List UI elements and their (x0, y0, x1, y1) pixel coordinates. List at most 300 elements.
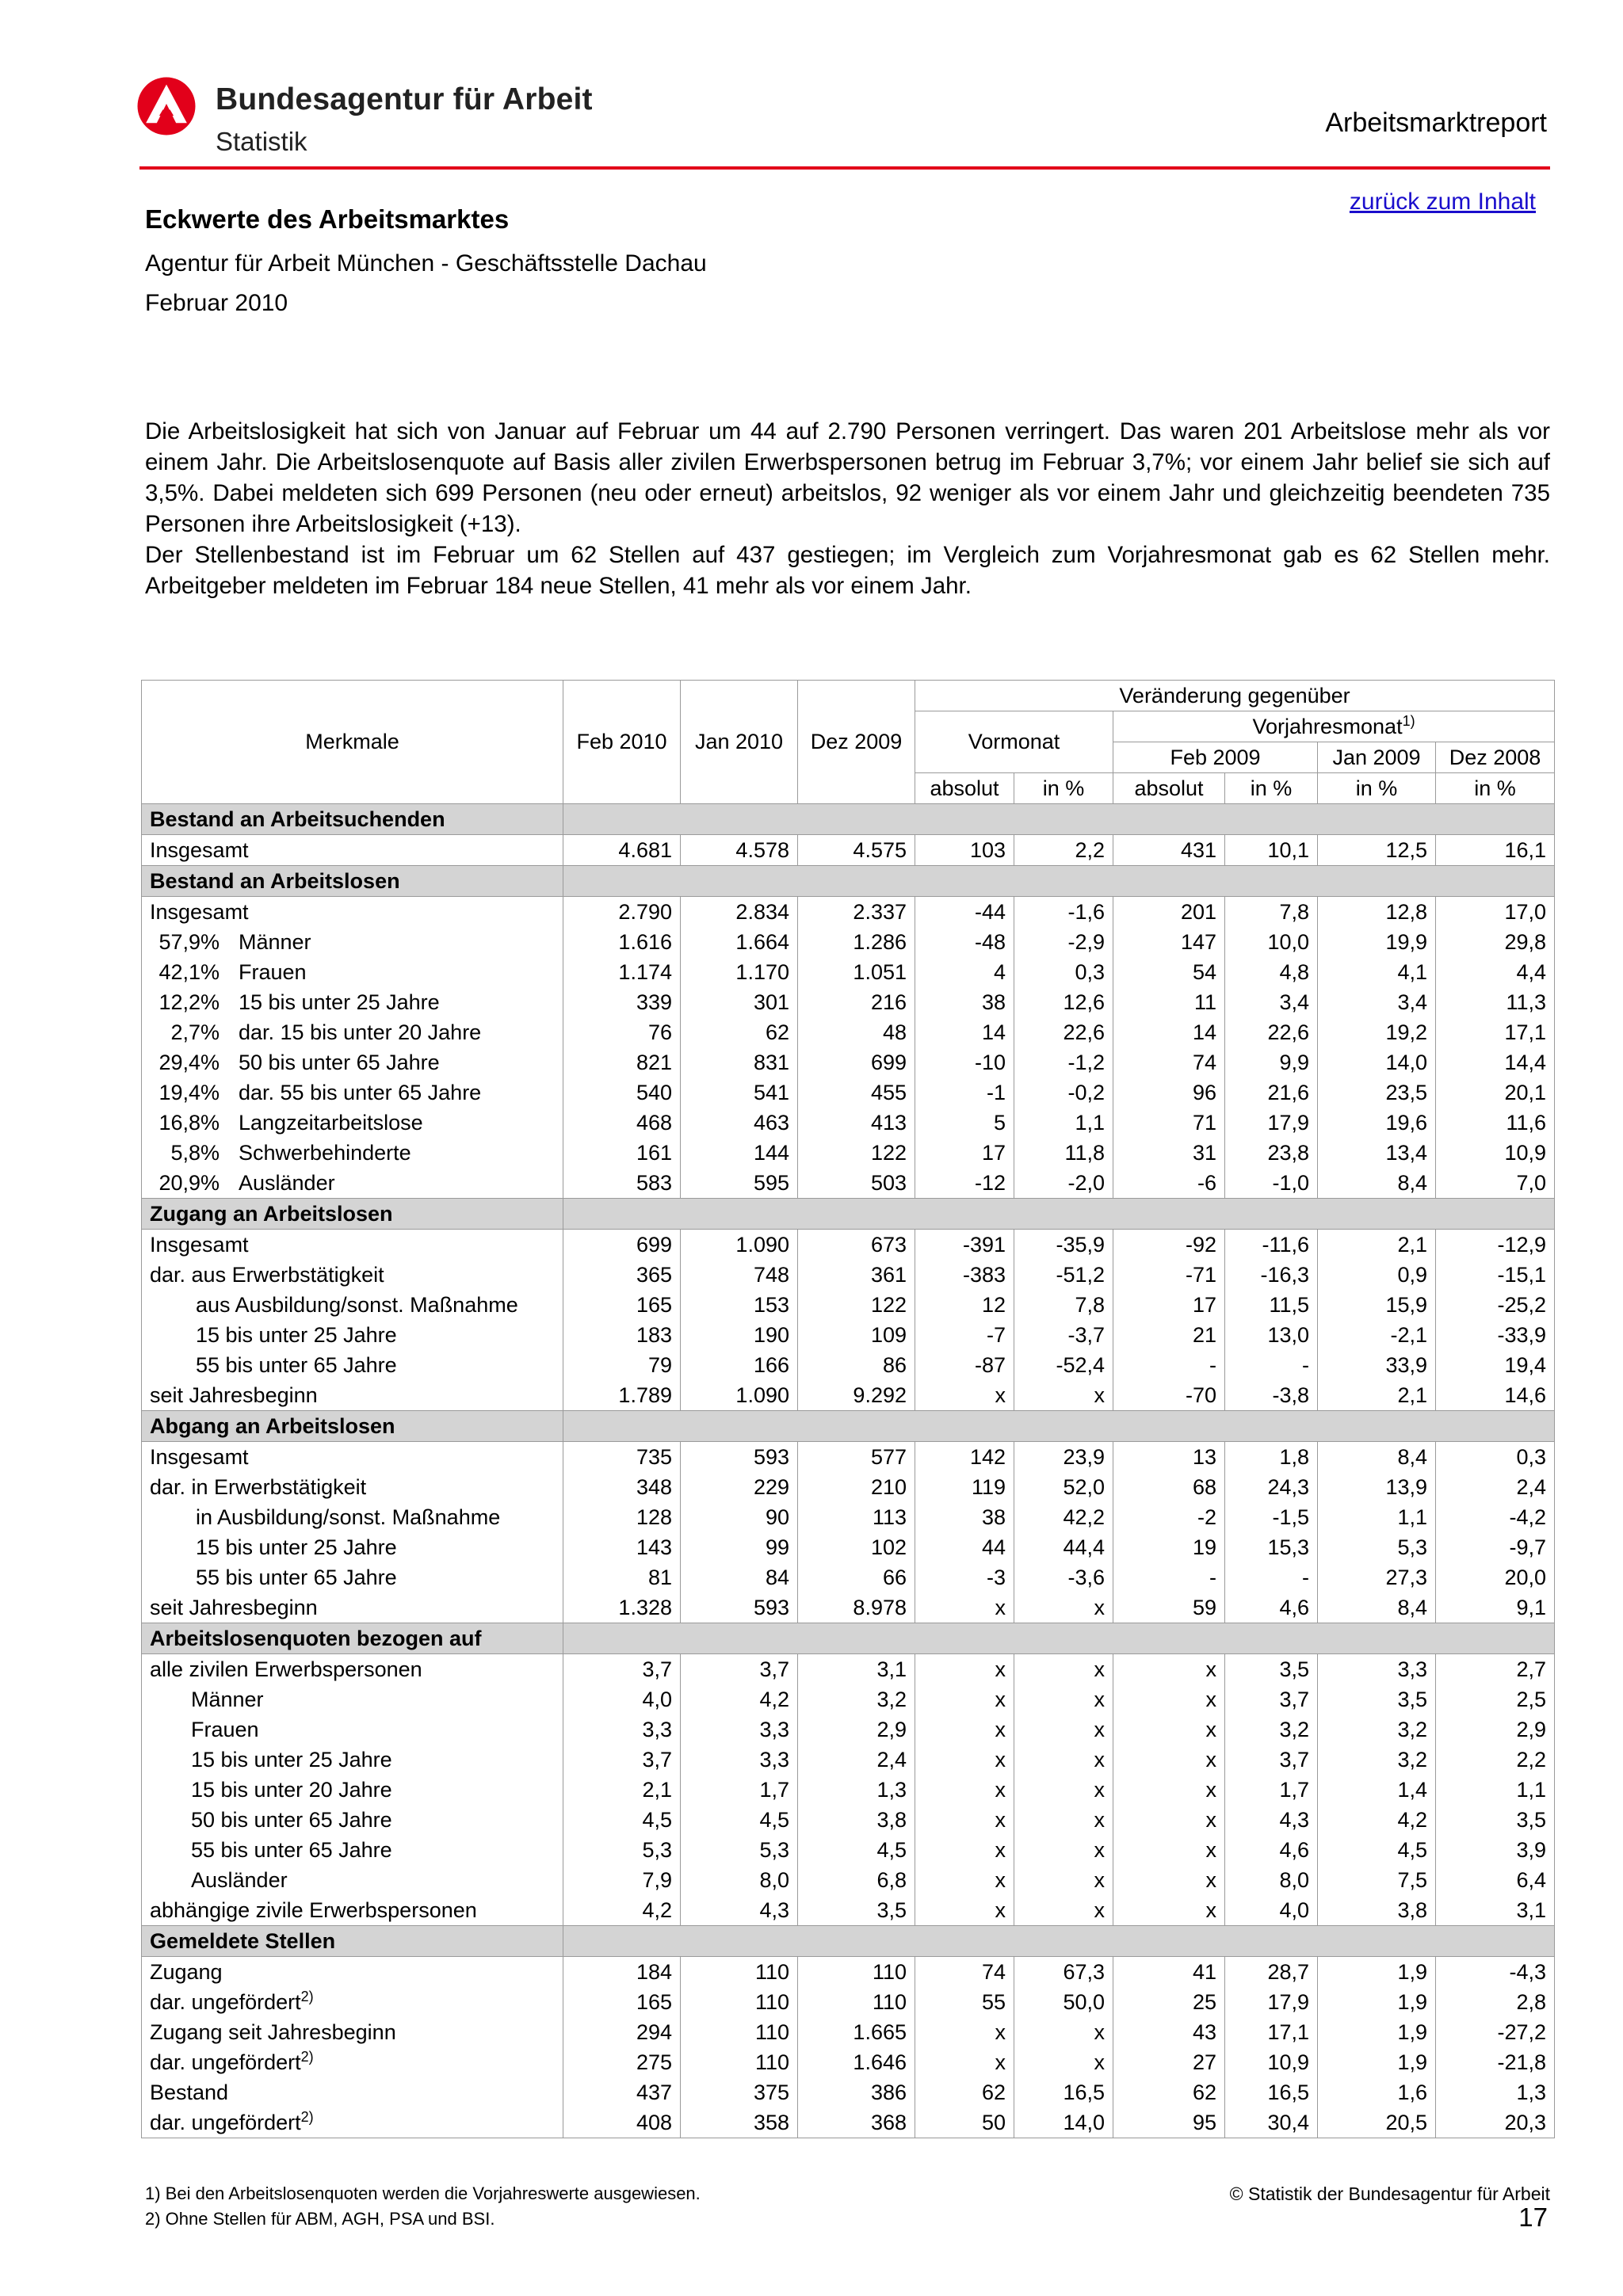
table-cell: 4,3 (681, 1895, 798, 1926)
table-cell: -2,1 (1318, 1320, 1436, 1350)
table-cell: 23,5 (1318, 1077, 1436, 1108)
row-label-text: Zugang (150, 1959, 223, 1984)
table-row (142, 1442, 1555, 1473)
table-cell: x (915, 1714, 1014, 1745)
table-cell: 3,2 (798, 1684, 915, 1714)
row-label (142, 2077, 563, 2107)
table-cell: 42,2 (1014, 1502, 1113, 1532)
section-fill (563, 1199, 1555, 1230)
table-cell: 673 (798, 1230, 915, 1261)
section-fill (563, 866, 1555, 897)
table-cell: 17,0 (1436, 897, 1555, 928)
table-cell: x (1014, 1654, 1113, 1685)
table-cell: 1.789 (563, 1380, 681, 1411)
table-cell: 3,3 (563, 1714, 681, 1745)
header-in-pct: in % (1318, 773, 1436, 804)
table-cell: -35,9 (1014, 1230, 1113, 1261)
table-cell: 184 (563, 1957, 681, 1988)
table-cell: 201 (1113, 897, 1225, 928)
table-row (142, 1714, 1555, 1745)
table-cell: x (1113, 1684, 1225, 1714)
header-feb-2010: Feb 2010 (563, 681, 681, 804)
table-cell: -4,2 (1436, 1502, 1555, 1532)
table-cell: 86 (798, 1350, 915, 1380)
table-cell: 3,9 (1436, 1835, 1555, 1865)
table-cell: 183 (563, 1320, 681, 1350)
row-label-text: 55 bis unter 65 Jahre (196, 1565, 397, 1589)
table-cell: 11,6 (1436, 1108, 1555, 1138)
row-label-text: dar. aus Erwerbstätigkeit (150, 1262, 384, 1287)
table-cell: 1.286 (798, 927, 915, 957)
table-cell: 55 (915, 1987, 1014, 2017)
row-label-text: abhängige zivile Erwerbspersonen (150, 1897, 477, 1922)
row-share: 29,4% (158, 1050, 220, 1074)
table-cell: 7,5 (1318, 1865, 1436, 1895)
key-figures-table (141, 680, 1555, 2138)
table-cell: 3,3 (1318, 1654, 1436, 1685)
table-cell: 1.174 (563, 957, 681, 987)
table-cell: 3,8 (1318, 1895, 1436, 1926)
table-cell: 71 (1113, 1108, 1225, 1138)
header-dez-2008: Dez 2008 (1436, 742, 1555, 773)
row-label (142, 1108, 563, 1138)
row-label-text: 55 bis unter 65 Jahre (196, 1352, 397, 1377)
table-cell: -2,0 (1014, 1168, 1113, 1199)
row-label-text: dar. ungefördert (150, 2110, 301, 2134)
table-row (142, 1775, 1555, 1805)
table-row (142, 1805, 1555, 1835)
table-cell: 1.646 (798, 2047, 915, 2077)
row-label (142, 1562, 563, 1592)
table-cell: 17 (1113, 1290, 1225, 1320)
row-label (142, 1380, 563, 1411)
section-header-row (142, 1199, 1555, 1230)
section-header-row (142, 1926, 1555, 1957)
table-cell: 358 (681, 2107, 798, 2138)
table-cell: 161 (563, 1138, 681, 1168)
table-cell: 1,3 (798, 1775, 915, 1805)
row-label-text: dar. ungefördert (150, 1989, 301, 2014)
table-row (142, 1654, 1555, 1685)
row-label-text: Frauen (239, 959, 307, 984)
table-cell: x (915, 1654, 1014, 1685)
table-cell: 17,1 (1436, 1017, 1555, 1047)
table-cell: 142 (915, 1442, 1014, 1473)
table-cell: x (915, 1895, 1014, 1926)
table-cell: 54 (1113, 957, 1225, 987)
table-cell: 3,8 (798, 1805, 915, 1835)
row-label-text: dar. 55 bis unter 65 Jahre (239, 1080, 482, 1104)
table-cell: 2,2 (1014, 835, 1113, 866)
footnote-ref: 2) (300, 2048, 314, 2065)
row-label (142, 927, 563, 957)
header-jan-2010: Jan 2010 (681, 681, 798, 804)
table-cell: 21 (1113, 1320, 1225, 1350)
row-label (142, 897, 563, 928)
row-share: 2,7% (170, 1020, 220, 1044)
table-cell: 699 (563, 1230, 681, 1261)
table-cell: 23,9 (1014, 1442, 1113, 1473)
table-cell: 23,8 (1225, 1138, 1318, 1168)
row-label (142, 1714, 563, 1745)
table-cell: 1,6 (1318, 2077, 1436, 2107)
summary-paragraph-vacancies: Der Stellenbestand ist im Februar um 62 Stellen auf 437 gestiegen; im Vergleich zum Vorjahresmonat gab es 62 Stellen mehr. Arbeitgeber meldeten im Februar 184 neue Stellen, 41 mehr als vor einem Jahr. (145, 542, 1550, 599)
table-row (142, 1108, 1555, 1138)
row-label (142, 1805, 563, 1835)
table-cell: -3,8 (1225, 1380, 1318, 1411)
header-rule (139, 166, 1550, 170)
table-cell: -21,8 (1436, 2047, 1555, 2077)
table-cell: x (1014, 2017, 1113, 2047)
section-title: Bestand an Arbeitsuchenden (142, 804, 563, 835)
row-label (142, 1230, 563, 1261)
table-cell: 50,0 (1014, 1987, 1113, 2017)
table-cell: 2,8 (1436, 1987, 1555, 2017)
table-cell: 1,1 (1318, 1502, 1436, 1532)
table-cell: 27,3 (1318, 1562, 1436, 1592)
table-cell: 5,3 (681, 1835, 798, 1865)
row-label (142, 1895, 563, 1926)
row-label-text: Bestand (150, 2080, 229, 2104)
table-cell: 52,0 (1014, 1472, 1113, 1502)
table-cell: 595 (681, 1168, 798, 1199)
row-label (142, 1987, 563, 2017)
table-row (142, 1017, 1555, 1047)
table-cell: 7,9 (563, 1865, 681, 1895)
table-row (142, 927, 1555, 957)
table-cell: 128 (563, 1502, 681, 1532)
table-cell: 1,7 (681, 1775, 798, 1805)
table-cell: - (1225, 1562, 1318, 1592)
table-cell: 119 (915, 1472, 1014, 1502)
row-label (142, 1745, 563, 1775)
table-cell: -4,3 (1436, 1957, 1555, 1988)
table-cell: 1,9 (1318, 1987, 1436, 2017)
table-cell: 102 (798, 1532, 915, 1562)
table-cell: x (1014, 2047, 1113, 2077)
table-cell: x (915, 1865, 1014, 1895)
ba-logo-icon (136, 76, 197, 136)
table-cell: 2,9 (798, 1714, 915, 1745)
table-cell: x (915, 1775, 1014, 1805)
row-label-text: Insgesamt (150, 1444, 249, 1469)
table-row (142, 1532, 1555, 1562)
section-fill (563, 1926, 1555, 1957)
table-cell: 6,8 (798, 1865, 915, 1895)
row-label (142, 1502, 563, 1532)
table-cell: x (1113, 1805, 1225, 1835)
table-cell: 4.575 (798, 835, 915, 866)
table-cell: 74 (1113, 1047, 1225, 1077)
page-title: Eckwerte des Arbeitsmarktes (145, 204, 510, 234)
table-cell: 110 (798, 1987, 915, 2017)
table-row (142, 2047, 1555, 2077)
table-cell: 12,5 (1318, 835, 1436, 866)
table-row (142, 1230, 1555, 1261)
header-in-pct: in % (1225, 773, 1318, 804)
table-cell: 38 (915, 987, 1014, 1017)
table-cell: x (915, 1592, 1014, 1623)
table-cell: -87 (915, 1350, 1014, 1380)
row-label-text: dar. in Erwerbstätigkeit (150, 1474, 367, 1499)
table-cell: -15,1 (1436, 1260, 1555, 1290)
header-absolut: absolut (1113, 773, 1225, 804)
table-cell: 2,1 (563, 1775, 681, 1805)
row-label-text: seit Jahresbeginn (150, 1383, 318, 1407)
row-label-text: 15 bis unter 25 Jahre (196, 1535, 397, 1559)
table-cell: 44 (915, 1532, 1014, 1562)
table-row (142, 1592, 1555, 1623)
table-cell: x (915, 2047, 1014, 2077)
back-to-contents-link[interactable]: zurück zum Inhalt (1349, 189, 1536, 215)
table-cell: 7,0 (1436, 1168, 1555, 1199)
header-jan-2009: Jan 2009 (1318, 742, 1436, 773)
table-cell: -3 (915, 1562, 1014, 1592)
header-vorjahresmonat (1113, 711, 1555, 742)
table-cell: 593 (681, 1592, 798, 1623)
table-cell: 3,1 (798, 1654, 915, 1685)
table-cell: x (1113, 1714, 1225, 1745)
row-label (142, 1168, 563, 1199)
row-label (142, 1350, 563, 1380)
footnote-2: 2) Ohne Stellen für ABM, AGH, PSA und BSI. (145, 2209, 495, 2229)
table-cell: 99 (681, 1532, 798, 1562)
table-cell: -92 (1113, 1230, 1225, 1261)
table-cell: 4 (915, 957, 1014, 987)
table-cell: -48 (915, 927, 1014, 957)
row-label (142, 1654, 563, 1685)
table-cell: x (1113, 1835, 1225, 1865)
table-cell: -33,9 (1436, 1320, 1555, 1350)
header-veraenderung: Veränderung gegenüber (915, 681, 1555, 711)
table-cell: 24,3 (1225, 1472, 1318, 1502)
row-label-text: 15 bis unter 25 Jahre (196, 1322, 397, 1347)
table-cell: 339 (563, 987, 681, 1017)
table-cell: -9,7 (1436, 1532, 1555, 1562)
table-row (142, 897, 1555, 928)
table-cell: 62 (1113, 2077, 1225, 2107)
table-cell: 275 (563, 2047, 681, 2077)
section-title: Zugang an Arbeitslosen (142, 1199, 563, 1230)
table-cell: 7,8 (1014, 1290, 1113, 1320)
table-cell: x (1014, 1775, 1113, 1805)
table-cell: 437 (563, 2077, 681, 2107)
table-cell: 2,9 (1436, 1714, 1555, 1745)
table-cell: 3,1 (1436, 1895, 1555, 1926)
table-cell: 3,3 (681, 1714, 798, 1745)
table-cell: 43 (1113, 2017, 1225, 2047)
table-cell: 1.090 (681, 1230, 798, 1261)
row-label (142, 1835, 563, 1865)
table-cell: 3,7 (1225, 1684, 1318, 1714)
table-cell: 1,1 (1014, 1108, 1113, 1138)
table-cell: 4,5 (798, 1835, 915, 1865)
row-label (142, 1320, 563, 1350)
table-cell: 540 (563, 1077, 681, 1108)
table-cell: 4,4 (1436, 957, 1555, 987)
table-cell: 38 (915, 1502, 1014, 1532)
row-label-text: Schwerbehinderte (239, 1140, 411, 1165)
table-cell: 3,4 (1318, 987, 1436, 1017)
table-cell: 67,3 (1014, 1957, 1113, 1988)
summary-text (145, 416, 1550, 601)
row-share: 5,8% (170, 1140, 220, 1165)
row-label (142, 957, 563, 987)
table-cell: 3,2 (1318, 1745, 1436, 1775)
section-header-row (142, 866, 1555, 897)
header-merkmale: Merkmale (142, 681, 563, 804)
row-label (142, 1592, 563, 1623)
table-cell: -70 (1113, 1380, 1225, 1411)
table-cell: 1.090 (681, 1380, 798, 1411)
table-cell: 2,1 (1318, 1380, 1436, 1411)
table-row (142, 1684, 1555, 1714)
table-cell: 455 (798, 1077, 915, 1108)
table-cell: -2,9 (1014, 927, 1113, 957)
table-cell: -383 (915, 1260, 1014, 1290)
table-cell: 1.664 (681, 927, 798, 957)
table-cell: 14 (915, 1017, 1014, 1047)
table-cell: 6,4 (1436, 1865, 1555, 1895)
table-cell: 0,3 (1436, 1442, 1555, 1473)
org-name: Bundesagentur für Arbeit (216, 82, 593, 116)
table-cell: -3,7 (1014, 1320, 1113, 1350)
table-cell: 10,1 (1225, 835, 1318, 866)
table-cell: 503 (798, 1168, 915, 1199)
row-label (142, 2107, 563, 2138)
table-cell: 1,7 (1225, 1775, 1318, 1805)
table-cell: 20,5 (1318, 2107, 1436, 2138)
footnote-ref: 2) (300, 1988, 314, 2004)
table-cell: -51,2 (1014, 1260, 1113, 1290)
section-title: Abgang an Arbeitslosen (142, 1411, 563, 1442)
table-cell: 20,1 (1436, 1077, 1555, 1108)
table-cell: 5,3 (1318, 1532, 1436, 1562)
row-label (142, 1684, 563, 1714)
table-cell: 13 (1113, 1442, 1225, 1473)
table-cell: 4,5 (563, 1805, 681, 1835)
table-cell: - (1113, 1350, 1225, 1380)
table-cell: x (1014, 1745, 1113, 1775)
table-cell: 4,0 (563, 1684, 681, 1714)
table-cell: 229 (681, 1472, 798, 1502)
table-cell: 110 (798, 1957, 915, 1988)
table-cell: 468 (563, 1108, 681, 1138)
table-cell: 21,6 (1225, 1077, 1318, 1108)
table-cell: 13,9 (1318, 1472, 1436, 1502)
row-label (142, 1290, 563, 1320)
org-subtitle: Statistik (216, 127, 307, 156)
row-share: 16,8% (158, 1110, 220, 1135)
table-cell: 1,9 (1318, 2047, 1436, 2077)
section-fill (563, 1411, 1555, 1442)
office-name: Agentur für Arbeit München - Geschäftsstelle Dachau (145, 250, 707, 277)
table-row (142, 1350, 1555, 1380)
table-cell: 8.978 (798, 1592, 915, 1623)
table-cell: 4,6 (1225, 1835, 1318, 1865)
table-cell: -71 (1113, 1260, 1225, 1290)
table-cell: 19 (1113, 1532, 1225, 1562)
section-title: Bestand an Arbeitslosen (142, 866, 563, 897)
table-cell: 294 (563, 2017, 681, 2047)
table-cell: 33,9 (1318, 1350, 1436, 1380)
table-cell: 3,3 (681, 1745, 798, 1775)
row-label-text: Ausländer (191, 1867, 288, 1892)
table-cell: 9.292 (798, 1380, 915, 1411)
table-cell: 17,9 (1225, 1108, 1318, 1138)
table-cell: 4,5 (681, 1805, 798, 1835)
table-row (142, 1380, 1555, 1411)
table-row (142, 1987, 1555, 2017)
row-label-text: dar. 15 bis unter 20 Jahre (239, 1020, 482, 1044)
table-cell: 74 (915, 1957, 1014, 1988)
table-cell: 48 (798, 1017, 915, 1047)
table-cell: 76 (563, 1017, 681, 1047)
header-dez-2009: Dez 2009 (798, 681, 915, 804)
table-row (142, 835, 1555, 866)
table-cell: -25,2 (1436, 1290, 1555, 1320)
row-share: 19,4% (158, 1080, 220, 1104)
table-cell: 1.170 (681, 957, 798, 987)
row-label-text: Insgesamt (150, 899, 249, 924)
row-label (142, 1047, 563, 1077)
table-cell: x (915, 1380, 1014, 1411)
header-vormonat: Vormonat (915, 711, 1113, 773)
table-cell: 17,1 (1225, 2017, 1318, 2047)
summary-paragraph-unemployment: Die Arbeitslosigkeit hat sich von Januar auf Februar um 44 auf 2.790 Personen verringert. Das waren 201 Arbeitslose mehr als vor einem Jahr. Die Arbeitslosenquote auf Basis aller zivilen Erwerbspersonen betrug im Februar 3,7%; vor einem Jahr belief sie sich auf 3,5%. Dabei meldeten sich 699 Personen (neu oder erneut) arbeitslos, 92 weniger als vor einem Jahr und gleichzeitig beendeten 735 Personen ihre Arbeitslosigkeit (+13). (145, 418, 1550, 537)
table-cell: 386 (798, 2077, 915, 2107)
row-label-text: Männer (239, 929, 311, 954)
table-cell: 19,2 (1318, 1017, 1436, 1047)
table-cell: 4,1 (1318, 957, 1436, 987)
table-row (142, 1502, 1555, 1532)
table-cell: 368 (798, 2107, 915, 2138)
table-cell: 541 (681, 1077, 798, 1108)
table-cell: 110 (681, 1957, 798, 1988)
table-cell: 2,4 (798, 1745, 915, 1775)
table-cell: 699 (798, 1047, 915, 1077)
table-cell: x (1014, 1684, 1113, 1714)
table-cell: 11,5 (1225, 1290, 1318, 1320)
table-cell: 11 (1113, 987, 1225, 1017)
row-label-text: in Ausbildung/sonst. Maßnahme (196, 1505, 501, 1529)
table-cell: 41 (1113, 1957, 1225, 1988)
report-label: Arbeitsmarktreport (1325, 108, 1547, 138)
table-row (142, 1835, 1555, 1865)
table-cell: 22,6 (1014, 1017, 1113, 1047)
table-cell: 166 (681, 1350, 798, 1380)
table-cell: 31 (1113, 1138, 1225, 1168)
table-cell: -10 (915, 1047, 1014, 1077)
table-cell: 16,5 (1225, 2077, 1318, 2107)
section-header-row (142, 804, 1555, 835)
table-cell: -1 (915, 1077, 1014, 1108)
table-cell: 15,3 (1225, 1532, 1318, 1562)
table-cell: 17 (915, 1138, 1014, 1168)
table-cell: 68 (1113, 1472, 1225, 1502)
table-cell: 9,1 (1436, 1592, 1555, 1623)
table-cell: x (915, 1805, 1014, 1835)
table-cell: -16,3 (1225, 1260, 1318, 1290)
table-cell: x (1113, 1745, 1225, 1775)
table-cell: 2,4 (1436, 1472, 1555, 1502)
table-cell: -3,6 (1014, 1562, 1113, 1592)
table-cell: 735 (563, 1442, 681, 1473)
table-row (142, 1957, 1555, 1988)
table-body (142, 804, 1555, 2138)
table-cell: x (1014, 1835, 1113, 1865)
row-share: 57,9% (158, 929, 220, 954)
